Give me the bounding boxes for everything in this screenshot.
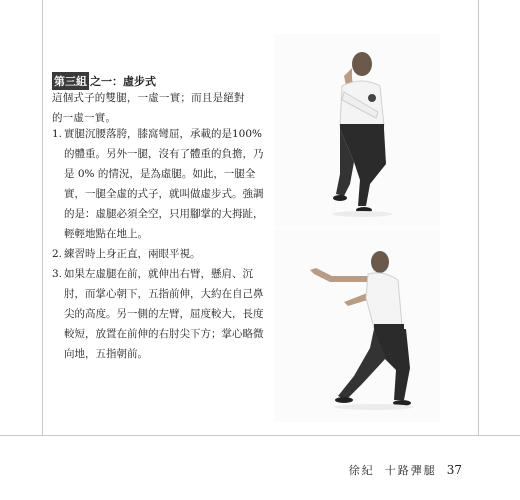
photo-side-view [274,228,440,422]
photo-front-view [274,34,440,227]
list-item [52,264,264,364]
footer-author: 徐紀 [348,464,375,477]
right-margin-line [478,0,479,436]
list-item [52,244,264,264]
list-text: 實腿沉腰落胯，膝窩彎屈，承載的是100% 的體重。另外一腿，沒有了體重的負擔，乃是 0% 的情況，是為虛腿。如此，一腿全實，一腿全虛的式子，就叫做虛步式。強調的是：虛腿必須全空，只用腳掌的大拇趾，輕輕地點在地上。 [64,128,264,240]
group-tag: 第三組 [52,72,89,90]
heading-title: 之一：虛步式 [90,75,156,88]
page-footer [349,462,462,478]
list-text: 練習時上身正直，兩眼平視。 [64,248,201,260]
intro-paragraph: 這個式子的雙腿，一虛一實；而且是絕對的一虛一實。 [52,92,245,124]
page-number: 37 [446,463,462,477]
footer-book-title: 十路彈腿 [384,464,437,477]
martial-artist-front-figure [274,34,440,227]
list-number: 1. [52,128,63,140]
left-margin-line [42,0,43,436]
list-text: 如果左虛腿在前，就伸出右臂，懸肩、沉肘，而掌心朝下，五指前伸，大約在自己鼻尖的高度。另一側的左臂，屈度較大，長度較短，放置在前伸的右肘尖下方；掌心略微向地，五指朝前。 [64,268,264,360]
instruction-list [52,124,264,364]
martial-artist-side-figure [274,228,440,422]
list-item [52,124,264,244]
bottom-rule [0,435,520,436]
list-number: 2. [52,248,63,260]
list-number: 3. [52,268,63,280]
